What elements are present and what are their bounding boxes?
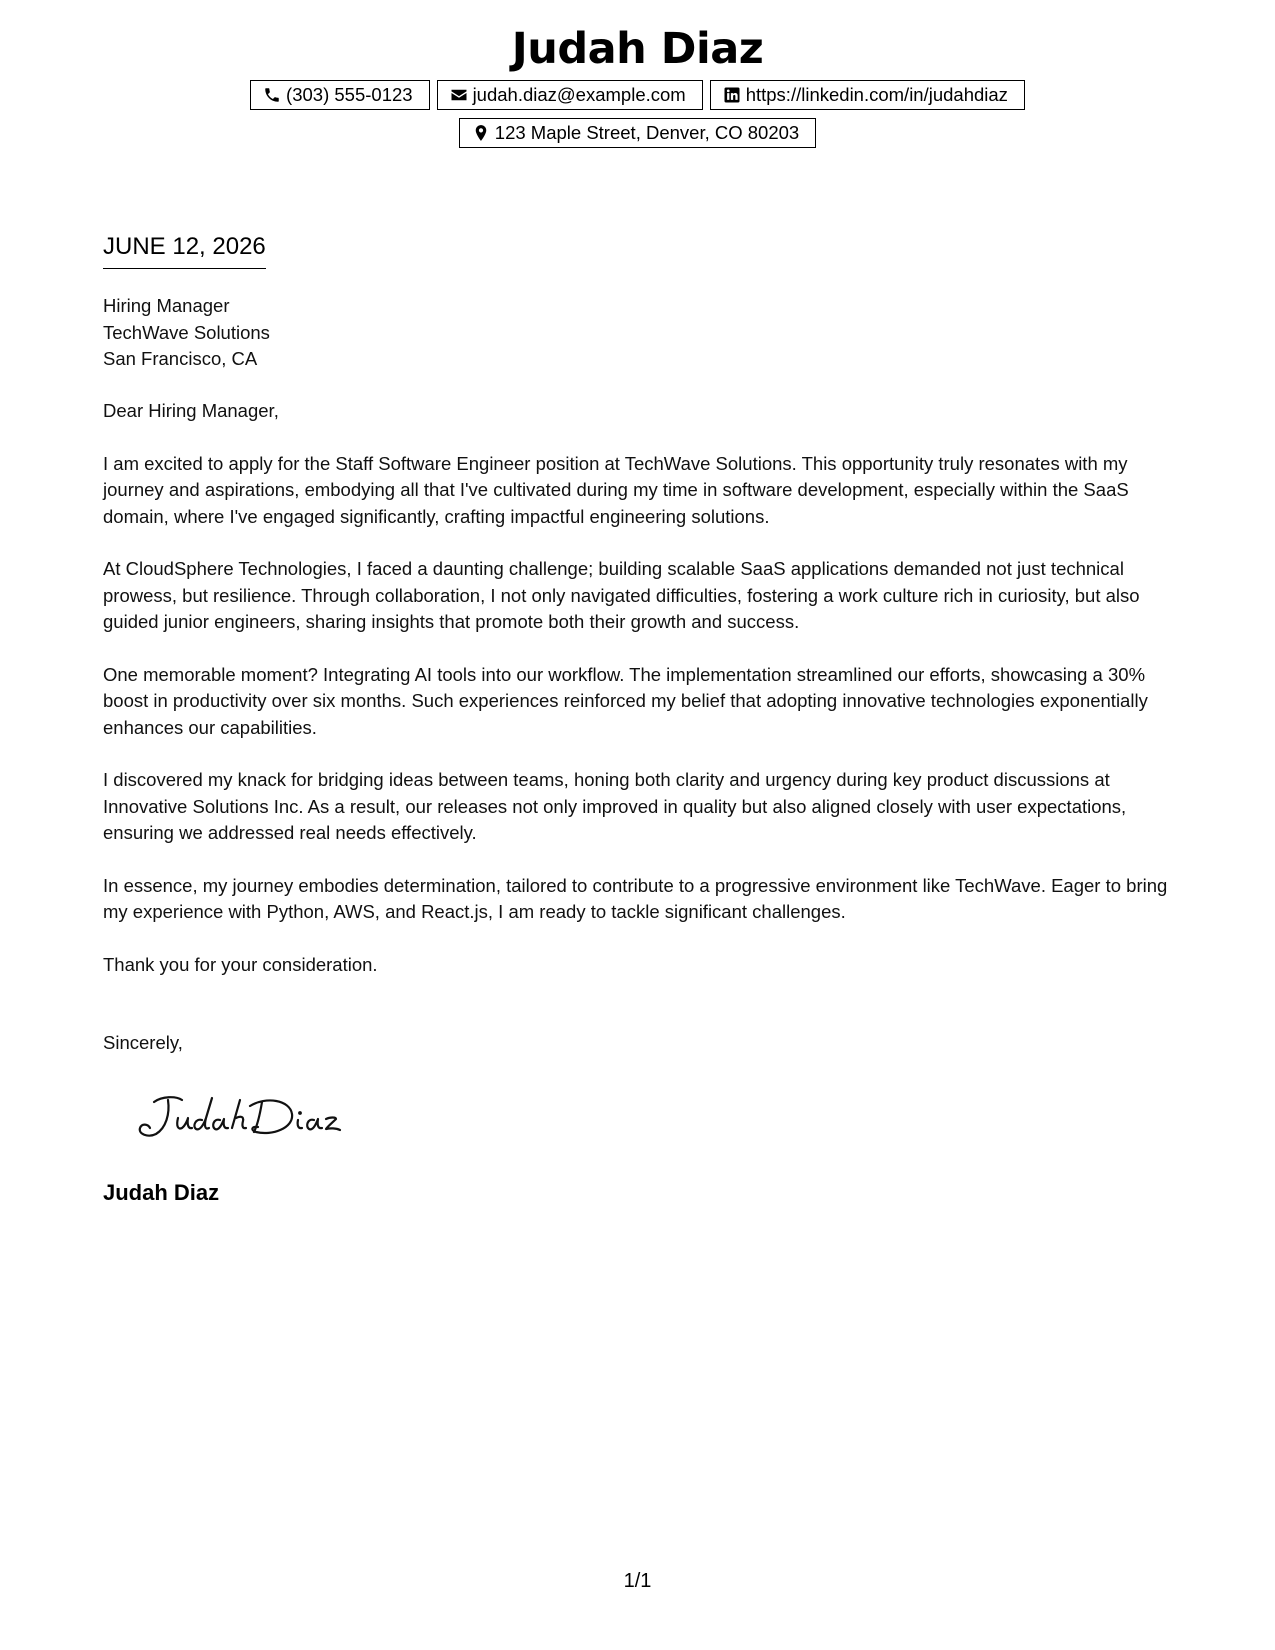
linkedin-text[interactable]: https://linkedin.com/in/judahdiaz [745,84,1008,105]
applicant-name: Judah Diaz [511,24,764,74]
email-chip[interactable] [437,80,703,110]
paragraph: One memorable moment? Integrating AI tools into our workflow. The implementation streamlined our efforts, showcasing a 30% boost in productivity over six months. Such experiences reinforced my belief that adopting innovative technologies exponentially enhances our capabilities. [103,663,1148,738]
paragraph: I am excited to apply for the Staff Software Engineer position at TechWave Solutions. This opportunity truly resonates with my journey and aspirations, embodying all that I've cultivated during my time in software development, especially within the SaaS domain, where I've engaged significantly, crafting impactful engineering solutions. [103,452,1129,527]
address-chip [459,118,816,148]
salutation: Dear Hiring Manager, [103,400,279,421]
signed-name: Judah Diaz [103,1180,220,1205]
phone-text: (303) 555-0123 [286,84,413,105]
contact-row-2 [0,118,1275,148]
phone-icon [263,86,281,104]
recipient-title: Hiring Manager [103,295,230,316]
paragraph: I discovered my knack for bridging ideas between teams, honing both clarity and urgency during key product discussions at Innovative Solutions Inc. As a result, our releases not only improved in quality but also aligned closely with user expectations, ensuring we addressed real needs effectively. [103,769,1127,843]
paragraph: At CloudSphere Technologies, I faced a daunting challenge; building scalable SaaS applications demanded not just technical prowess, but resilience. Through collaboration, I not only navigated difficulties, fostering a work culture rich in curiosity, but also guided junior engineers, sharing insights that promote both their growth and success. [103,558,1140,632]
thank-you-line: Thank you for your consideration. [103,953,378,975]
envelope-icon [450,86,468,104]
letter-date: JUNE 12, 2026 [103,232,266,269]
signature [132,1088,352,1148]
closing: Sincerely, [103,1032,183,1053]
phone-chip [250,80,430,110]
page-number: 1/1 [623,1570,652,1592]
linkedin-chip[interactable] [710,80,1025,110]
letter-body [103,398,1183,1004]
linkedin-icon [723,86,741,104]
recipient-location: San Francisco, CA [103,348,258,369]
recipient-company: TechWave Solutions [103,321,270,343]
contact-row-1 [0,80,1275,110]
address-text: 123 Maple Street, Denver, CO 80203 [494,122,800,143]
map-marker-icon [472,124,490,142]
recipient-block [103,293,270,373]
email-text[interactable]: judah.diaz@example.com [472,84,686,105]
paragraph: In essence, my journey embodies determination, tailored to contribute to a progressive environment like TechWave. Eager to bring my experience with Python, AWS, and React.js, I am ready to tackle significant challenges. [103,874,1168,922]
